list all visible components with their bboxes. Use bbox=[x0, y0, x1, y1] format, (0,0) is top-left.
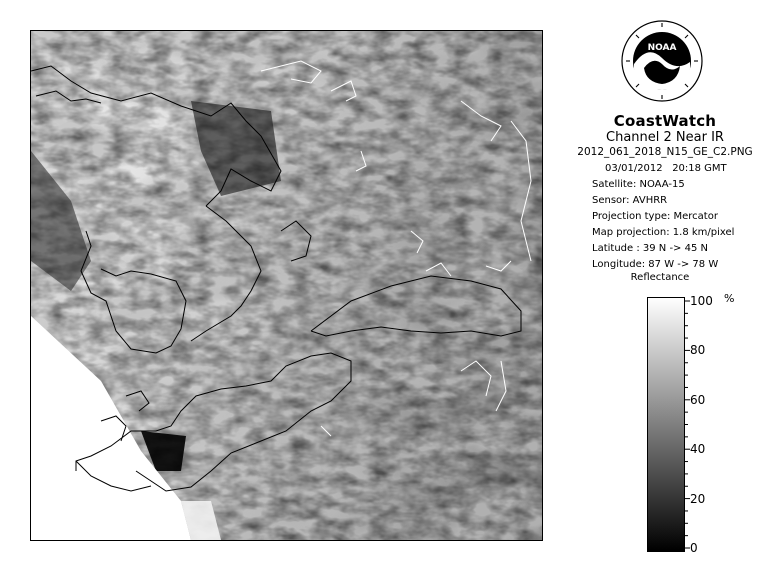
noaa-logo-text: NOAA bbox=[647, 43, 677, 53]
map-canvas bbox=[31, 31, 542, 540]
brand-title: CoastWatch bbox=[613, 112, 717, 130]
sensor-info: Sensor: AVHRR bbox=[592, 195, 668, 206]
colorbar-tick-label: 100 bbox=[690, 294, 713, 308]
acquisition-date: 03/01/2012 bbox=[605, 163, 663, 174]
satellite-map bbox=[30, 30, 543, 541]
colorbar-tick-label: 80 bbox=[690, 343, 706, 358]
colorbar-tick-label: 20 bbox=[690, 491, 706, 506]
noaa-logo-icon bbox=[620, 16, 704, 106]
latitude-info: Latitude : 39 N -> 45 N bbox=[592, 243, 708, 254]
colorbar-axis bbox=[685, 294, 745, 555]
legend-title: Reflectance bbox=[630, 272, 690, 283]
colorbar-tick-label: 40 bbox=[690, 442, 706, 457]
reflectance-colorbar bbox=[647, 297, 685, 552]
colorbar-tick-label: 60 bbox=[690, 392, 706, 407]
noaa-logo bbox=[620, 16, 704, 106]
channel-label: Channel 2 Near IR bbox=[606, 130, 724, 145]
satellite-info: Satellite: NOAA-15 bbox=[592, 179, 685, 190]
legend-unit: % bbox=[724, 292, 735, 305]
file-name: 2012_061_2018_N15_GE_C2.PNG bbox=[577, 146, 753, 158]
acquisition-datetime bbox=[605, 163, 727, 174]
longitude-info: Longitude: 87 W -> 78 W bbox=[592, 259, 719, 270]
map-projection-info: Map projection: 1.8 km/pixel bbox=[592, 227, 735, 238]
acquisition-time: 20:18 GMT bbox=[672, 163, 727, 174]
colorbar-tick-label: 0 bbox=[690, 541, 698, 555]
projection-type-info: Projection type: Mercator bbox=[592, 211, 718, 222]
